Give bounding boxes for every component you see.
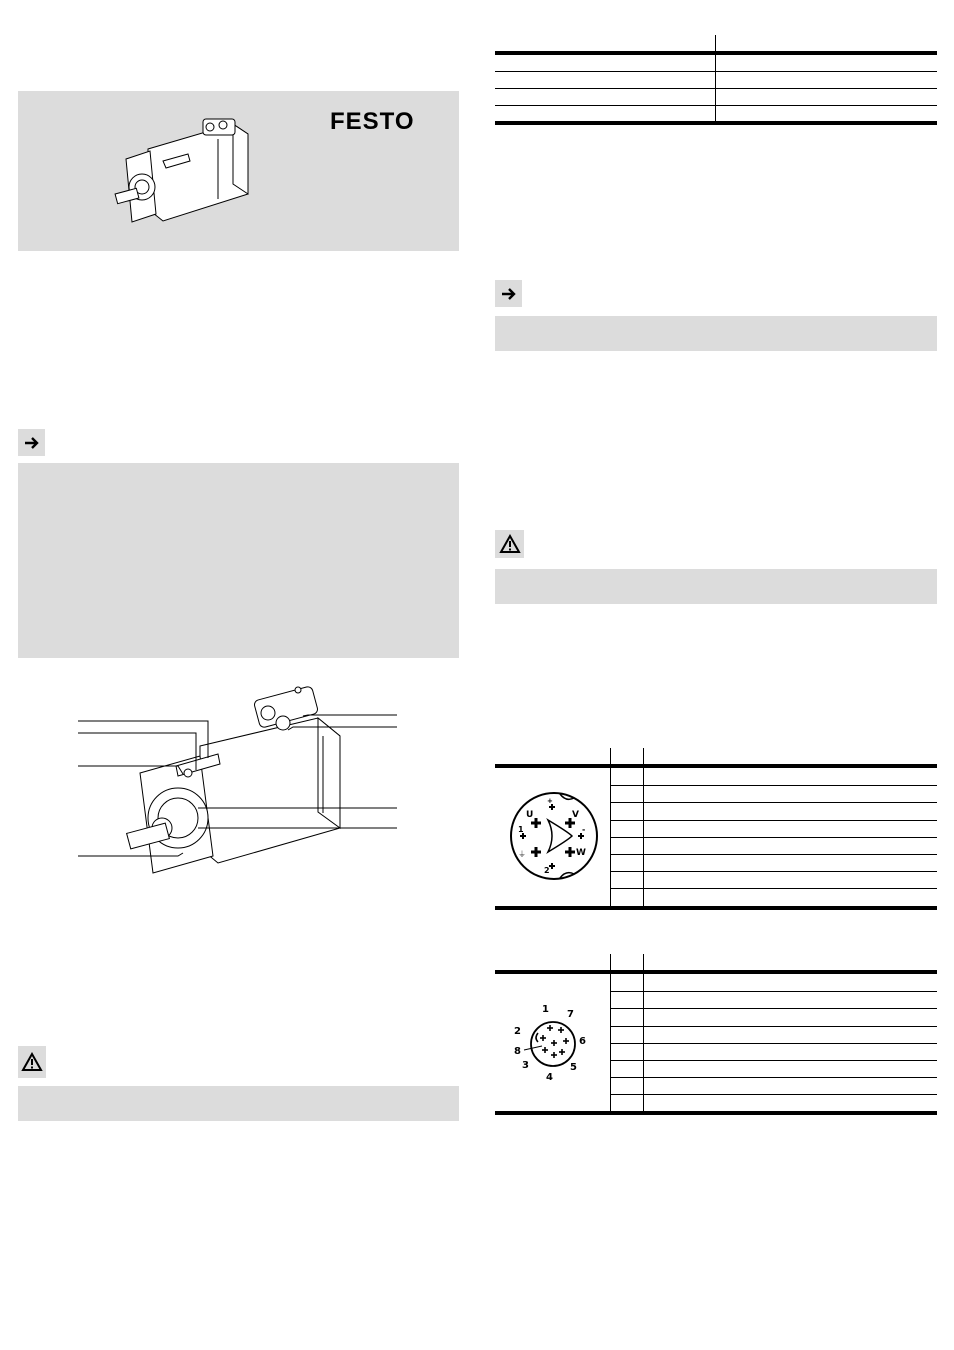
pin-label-6: 6 [579, 1036, 586, 1047]
motor-product-image [108, 109, 278, 234]
table-row [610, 854, 937, 855]
pin-label-one: 1 [518, 825, 524, 834]
table-cell [716, 106, 938, 124]
table-header-cell [716, 35, 938, 53]
warning-triangle-icon [18, 1046, 46, 1078]
power-connector-pinout [508, 790, 600, 882]
arrow-right-icon [495, 280, 522, 307]
table-row [610, 1077, 937, 1078]
table-row [610, 1094, 937, 1095]
pin-label-8: 8 [514, 1046, 521, 1057]
table-row [610, 1026, 937, 1027]
table-header [495, 748, 937, 768]
note-panel-right [495, 316, 937, 351]
table-cell [716, 89, 938, 106]
pin-label-1: 1 [542, 1004, 549, 1015]
arrow-right-icon [18, 429, 45, 456]
table-row [610, 871, 937, 872]
table-row [610, 1008, 937, 1009]
table-row [610, 1043, 937, 1044]
table-row [495, 89, 716, 106]
pin-label-5: 5 [570, 1062, 577, 1073]
table-row [610, 1060, 937, 1061]
pin-label-u: U [526, 810, 534, 820]
cover-panel [18, 91, 459, 251]
table-row [610, 785, 937, 786]
pin-label-3: 3 [522, 1060, 529, 1071]
pin-label-4: 4 [546, 1072, 553, 1083]
warning-panel-left [18, 1086, 459, 1121]
table-cell [716, 53, 938, 72]
table-row [610, 802, 937, 803]
table-cell [716, 72, 938, 89]
pin-label-minus: - [582, 825, 586, 834]
pin-label-7: 7 [567, 1009, 574, 1020]
table-row [610, 820, 937, 821]
pin-label-v: V [572, 810, 579, 820]
table-row [610, 888, 937, 889]
pin-label-two: 2 [544, 866, 550, 875]
pin-label-plus: + [547, 797, 553, 805]
note-panel-left [18, 463, 459, 658]
ground-icon: ⏚ [518, 850, 526, 859]
pin-label-w: W [576, 848, 586, 858]
warning-panel-right [495, 569, 937, 604]
pin-label-2: 2 [514, 1026, 521, 1037]
table-row [610, 991, 937, 992]
table-header-cell [495, 35, 716, 53]
table-row [495, 72, 716, 89]
motor-labeled-drawing [78, 678, 403, 878]
warning-triangle-icon [495, 530, 524, 558]
signal-connector-table [495, 954, 937, 1116]
signal-connector-pinout [508, 1000, 600, 1090]
table-row [610, 837, 937, 838]
table-row [495, 53, 716, 72]
table-header [495, 954, 937, 974]
power-connector-table [495, 748, 937, 910]
table-row [495, 106, 716, 124]
festo-logo: FESTO [330, 108, 415, 135]
